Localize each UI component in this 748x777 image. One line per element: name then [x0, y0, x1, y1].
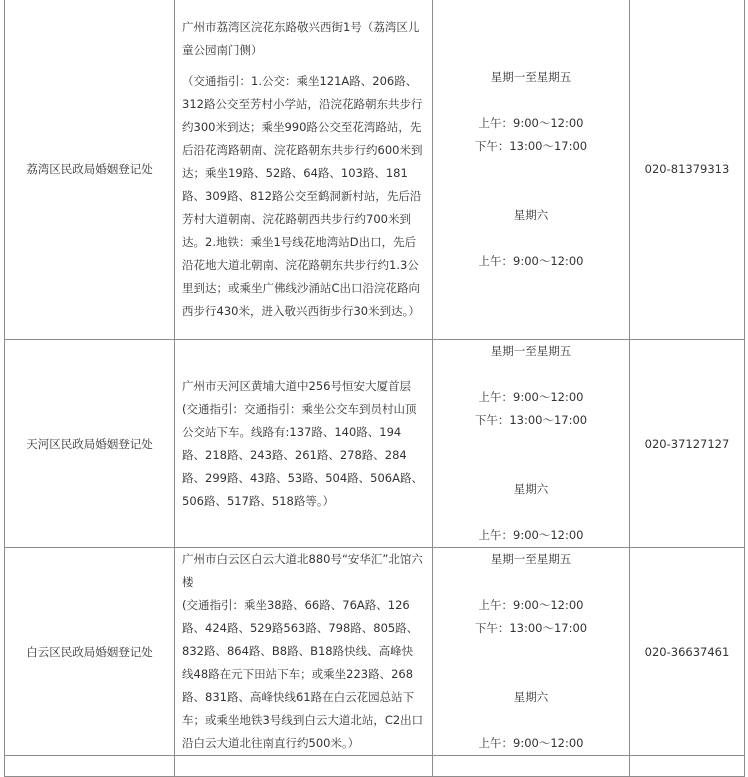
- directions: (交通指引：乘坐38路、66路、76A路、126路、424路、529路563路、798路、805路、832路、864路、B8路、B18路快线、高峰快线48路在元下田站下车；或乘坐223路、268路、831路、高峰快线61路在白云花园总站下车；或乘坐地铁3号线到白云大道北站，C2出口沿白云大道北往南直行约500米。）: [182, 598, 424, 750]
- weekday-am-hours: 上午：9:00～12:00: [478, 115, 584, 130]
- address: 广州市天河区黄埔大道中256号恒安大厦首层: [182, 378, 411, 393]
- weekday-am-hours: 上午：9:00～12:00: [478, 598, 584, 612]
- phone-number: 020-36637461: [630, 548, 745, 756]
- empty-cell: [630, 756, 745, 777]
- hours-cell: [433, 340, 630, 548]
- address-cell: [175, 340, 433, 548]
- hours-cell: [433, 0, 630, 340]
- saturday-label: 星期六: [513, 690, 549, 704]
- weekday-label: 星期一至星期五: [490, 344, 572, 358]
- weekday-label: 星期一至星期五: [490, 552, 572, 566]
- phone-number: 020-37127127: [630, 340, 745, 548]
- empty-cell: [433, 756, 630, 777]
- saturday-label: 星期六: [513, 207, 549, 222]
- empty-cell: [5, 756, 175, 777]
- table-row: [5, 548, 745, 756]
- marriage-registry-table: [4, 0, 745, 777]
- address: 广州市白云区白云大道北880号“安华汇”北馆六楼: [182, 552, 423, 589]
- saturday-label: 星期六: [513, 482, 549, 496]
- weekday-pm-hours: 下午：13:00～17:00: [474, 621, 588, 635]
- table-row: [5, 0, 745, 340]
- saturday-am-hours: 上午：9:00～12:00: [478, 253, 584, 268]
- weekday-pm-hours: 下午：13:00～17:00: [474, 138, 588, 153]
- address-cell: [175, 0, 433, 340]
- table-row: [5, 756, 745, 777]
- weekday-pm-hours: 下午：13:00～17:00: [474, 413, 588, 427]
- saturday-am-hours: 上午：9:00～12:00: [478, 736, 584, 750]
- office-name: 白云区民政局婚姻登记处: [5, 548, 175, 756]
- office-name: 荔湾区民政局婚姻登记处: [5, 0, 175, 340]
- office-name: 天河区民政局婚姻登记处: [5, 340, 175, 548]
- table-row: [5, 340, 745, 548]
- weekday-label: 星期一至星期五: [490, 69, 572, 84]
- address-cell: [175, 548, 433, 756]
- directions: (交通指引：交通指引：乘坐公交车到员村山顶公交站下车。线路有:137路、140路、194路、218路、243路、261路、278路、284路、299路、43路、53路、504路、506A路、506路、517路、518路等。）: [182, 401, 423, 508]
- saturday-am-hours: 上午：9:00～12:00: [478, 528, 584, 542]
- weekday-am-hours: 上午：9:00～12:00: [478, 390, 584, 404]
- phone-number: 020-81379313: [630, 0, 745, 340]
- hours-cell: [433, 548, 630, 756]
- empty-cell: [175, 756, 433, 777]
- address: 广州市荔湾区浣花东路敬兴西街1号（荔湾区儿童公园南门侧）: [182, 19, 420, 57]
- directions: （交通指引：1.公交：乘坐121A路、206路、312路公交至芳村小学站，沿浣花路朝东共步行约300米到达；乘坐990路公交至花湾路站，先后沿花湾路朝南、浣花路朝东共步行约600米到达；乘坐19路、52路、64路、103路、181路、309路、812路公交至鹤洞新村站，先后沿芳村大道朝南、浣花路朝西共步行约700米到达。2.地铁：乘坐1号线花地湾站D出口，先后沿花地大道北朝南、浣花路朝东共步行约1.3公里到达；或乘坐广佛线沙涌站C出口沿浣花路向西步行430米，进入敬兴西街步行30米到达。）: [182, 73, 423, 318]
